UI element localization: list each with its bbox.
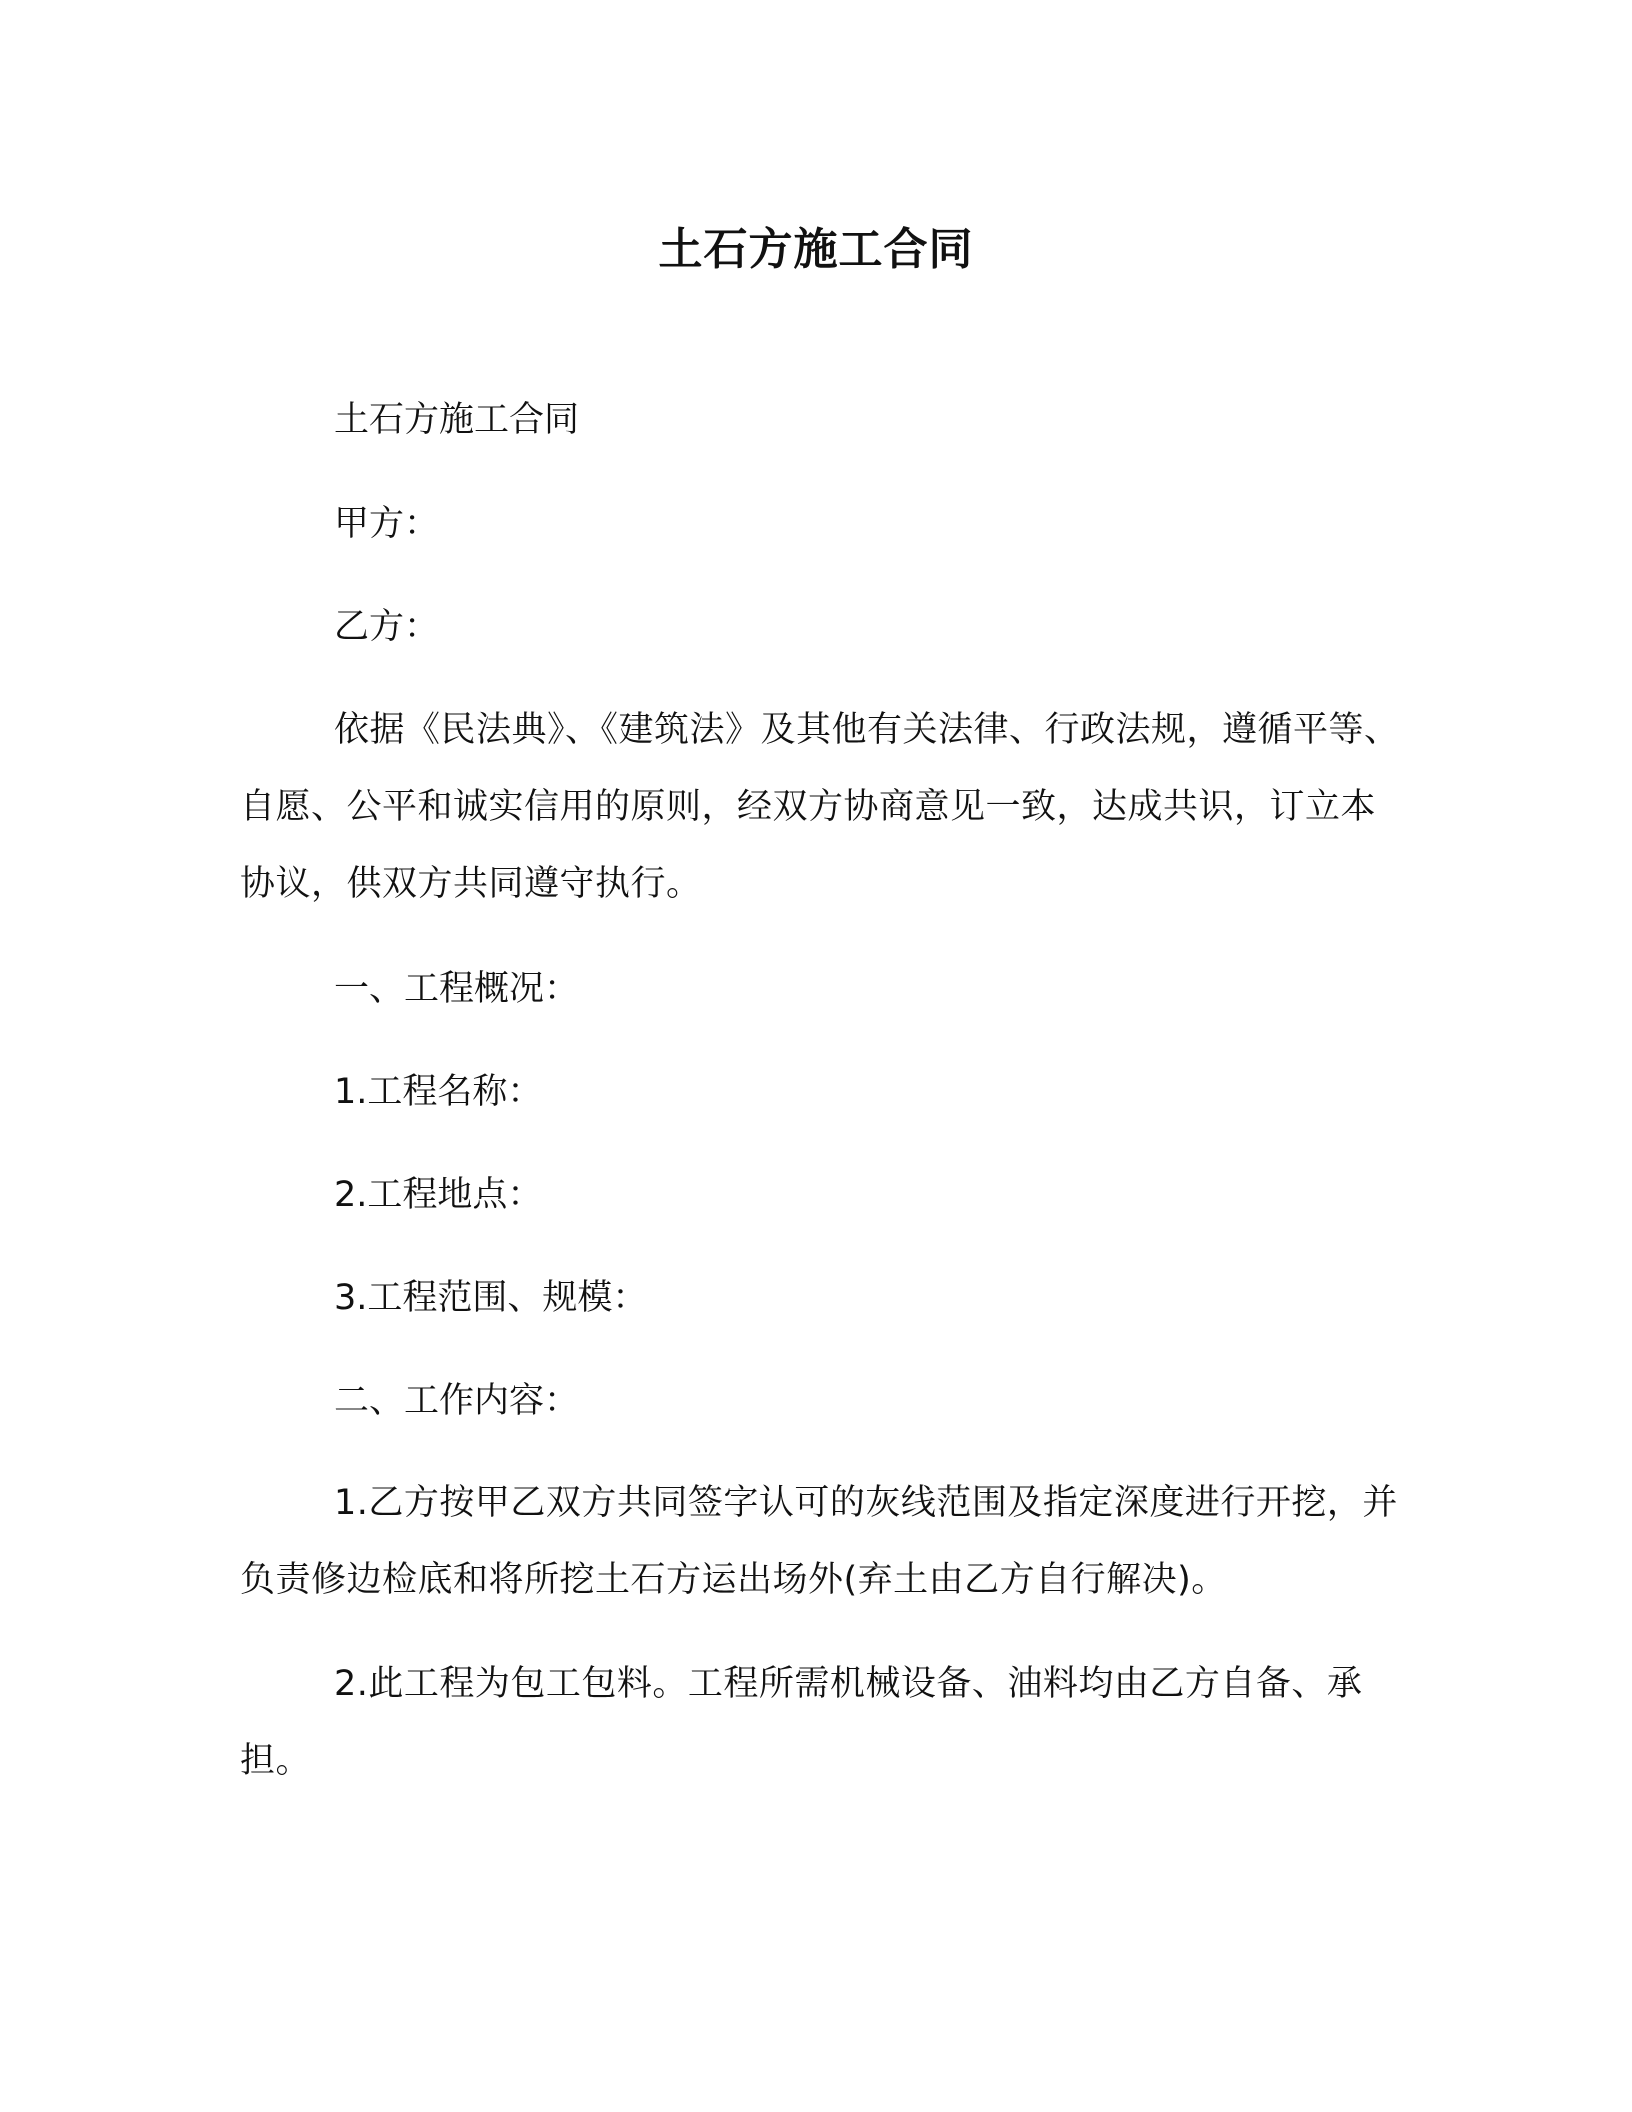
section-2-heading: 二、工作内容： [334,1381,580,1421]
party-a-label: 甲方： [334,504,440,544]
preamble-paragraph: 依据《民法典》、《建筑法》及其他有关法律、行政法规，遵循平等、自愿、公平和诚实信用的原则，经双方协商意见一致，达成共识，订立本协议，供双方共同遵守执行。 [240,710,1400,904]
project-location-item: 2.工程地点： [334,1175,543,1215]
document-title: 土石方施工合同 [658,224,974,275]
project-name-item: 1.工程名称： [334,1072,543,1112]
party-b-label: 乙方： [334,607,440,647]
section-1-heading: 一、工程概况： [334,969,580,1009]
work-content-item-1: 1.乙方按甲乙双方共同签字认可的灰线范围及指定深度进行开挖，并负责修边检底和将所挖土石方运出场外(弃土由乙方自行解决)。 [240,1483,1398,1600]
contract-subtitle: 土石方施工合同 [334,400,580,440]
work-content-item-2: 2.此工程为包工包料。工程所需机械设备、油料均由乙方自备、承担。 [240,1664,1363,1781]
project-scope-item: 3.工程范围、规模： [334,1278,648,1318]
